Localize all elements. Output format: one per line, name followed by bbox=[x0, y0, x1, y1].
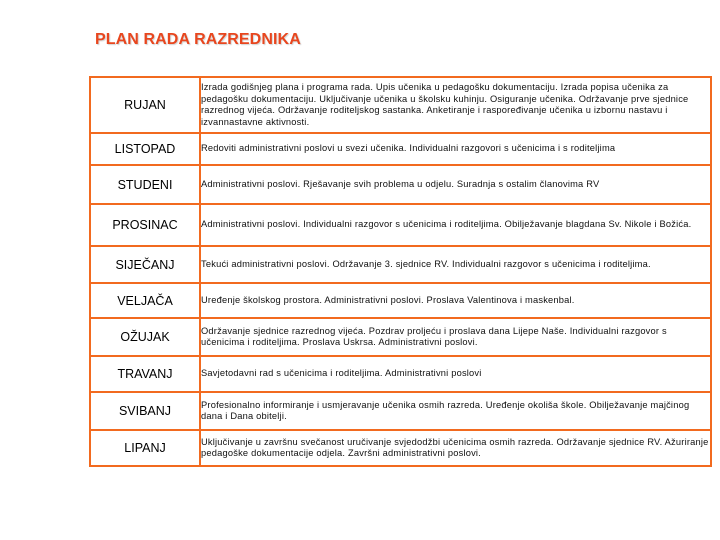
table-row bbox=[90, 430, 711, 466]
table-row bbox=[90, 165, 711, 204]
table-row bbox=[90, 356, 711, 392]
activity-cell: Redoviti administrativni poslovi u svezi učenika. Individualni razgovori s učenicima i s roditeljima bbox=[200, 133, 711, 165]
table-row bbox=[90, 392, 711, 430]
activity-cell: Uređenje školskog prostora. Administrativni poslovi. Proslava Valentinova i maskenbal. bbox=[200, 283, 711, 318]
activity-cell: Administrativni poslovi. Individualni razgovor s učenicima i roditeljima. Obilježavanje blagdana Sv. Nikole i Božića. bbox=[200, 204, 711, 246]
month-cell: TRAVANJ bbox=[90, 356, 200, 392]
month-cell: LISTOPAD bbox=[90, 133, 200, 165]
month-cell: OŽUJAK bbox=[90, 318, 200, 356]
page-title: PLAN RADA RAZREDNIKA bbox=[95, 31, 301, 48]
table-row bbox=[90, 133, 711, 165]
table-row bbox=[90, 204, 711, 246]
table-row bbox=[90, 77, 711, 133]
activity-cell: Održavanje sjednice razrednog vijeća. Pozdrav proljeću i proslava dana Lijepe Naše. Individualni razgovor s učenicima i roditeljima. Proslava Uskrsa. Administrativni poslovi. bbox=[200, 318, 711, 356]
plan-table bbox=[89, 76, 712, 467]
activity-cell: Tekući administrativni poslovi. Održavanje 3. sjednice RV. Individualni razgovor s učenicima i roditeljima. bbox=[200, 246, 711, 283]
month-cell: LIPANJ bbox=[90, 430, 200, 466]
activity-cell: Izrada godišnjeg plana i programa rada. Upis učenika u pedagošku dokumentaciju. Izrada popisa učenika za pedagošku dokumentaciju. Uključivanje učenika u školsku kuhinju. Osiguranje učenika. Održavanje prve sjednice razrednog vijeća. Održavanje roditeljskog sastanka. Anketiranje i raspoređivanje učenika u izbornu nastavu i izvannastavne aktivnosti. bbox=[200, 77, 711, 133]
activity-cell: Savjetodavni rad s učenicima i roditeljima. Administrativni poslovi bbox=[200, 356, 711, 392]
month-cell: RUJAN bbox=[90, 77, 200, 133]
month-cell: PROSINAC bbox=[90, 204, 200, 246]
month-cell: VELJAČA bbox=[90, 283, 200, 318]
table-row bbox=[90, 283, 711, 318]
table-row bbox=[90, 246, 711, 283]
month-cell: SVIBANJ bbox=[90, 392, 200, 430]
activity-cell: Profesionalno informiranje i usmjeravanje učenika osmih razreda. Uređenje okoliša škole. Obilježavanje majčinog dana i Dana obitelji. bbox=[200, 392, 711, 430]
month-cell: SIJEČANJ bbox=[90, 246, 200, 283]
activity-cell: Administrativni poslovi. Rješavanje svih problema u odjelu. Suradnja s ostalim članovima RV bbox=[200, 165, 711, 204]
month-cell: STUDENI bbox=[90, 165, 200, 204]
table-row bbox=[90, 318, 711, 356]
activity-cell: Uključivanje u završnu svečanost uručivanje svjedodžbi učenicima osmih razreda. Održavanje sjednice RV. Ažuriranje pedagoške dokumentacije odjela. Završni administrativni poslovi. bbox=[200, 430, 711, 466]
